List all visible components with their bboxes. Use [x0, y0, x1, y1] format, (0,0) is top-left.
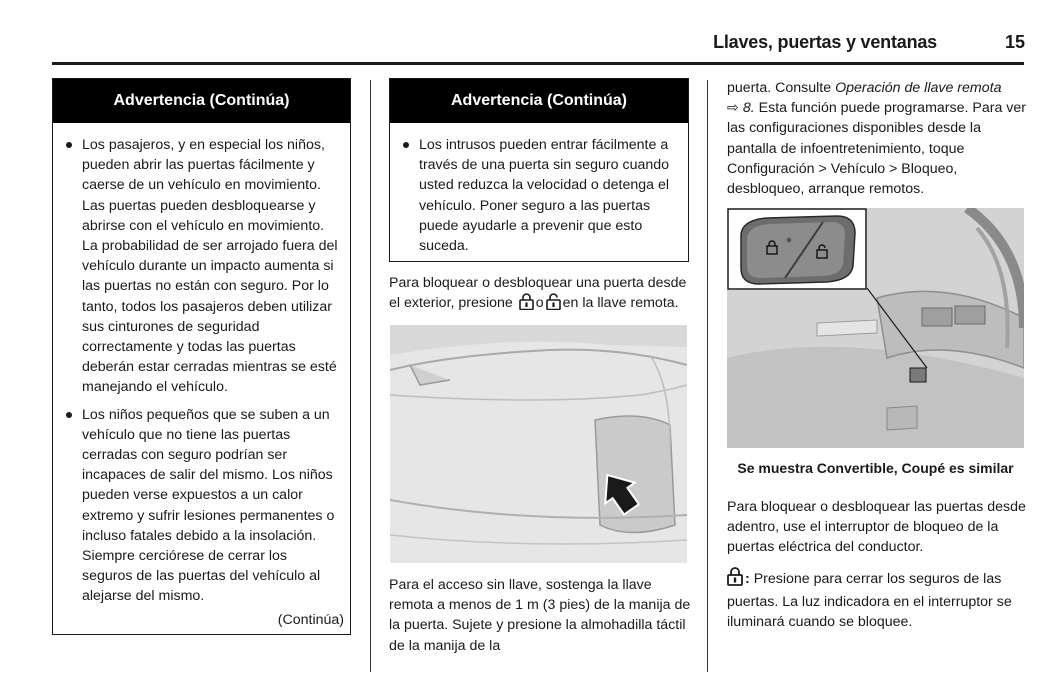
warning-bullet: Los pasajeros, y en especial los niños, pueden abrir las puertas fácilmente y caerse de un vehículo en movimiento. Las puertas pueden desbloquearse y abrirse con el vehículo en movimiento. La probabilidad de ser arrojado fuera del vehículo durante un impacto aumenta si las puertas no están con seguro. Por lo tanto, todos los pasajeros deben utilizar sus cinturones de seguridad correctamente y todas las puertas deberán estar cerradas mientras se esté manejando el vehículo.	[65, 135, 340, 398]
header-rule	[52, 62, 1024, 65]
figure-caption: Se muestra Convertible, Coupé es similar	[737, 460, 1014, 476]
bullet-dot	[66, 142, 72, 148]
page-ref-arrow-icon: ⇨	[727, 100, 739, 117]
cross-reference[interactable]: Operación de llave remota	[835, 80, 1002, 96]
lock-switch-description: : Presione para cerrar los seguros de las puertas. La luz indicadora en el interruptor se iluminará cuando se bloquee.	[727, 567, 1027, 633]
cross-reference-page[interactable]: 8.	[742, 100, 755, 117]
warning-list	[390, 123, 688, 256]
unlock-icon	[546, 293, 561, 316]
warning-box-left	[52, 78, 351, 635]
bullet-dot	[403, 142, 409, 148]
bullet-dot	[66, 412, 72, 418]
page-number: 15	[1004, 32, 1025, 52]
section-title: Llaves, puertas y ventanas	[713, 32, 937, 52]
lock-icon	[727, 567, 743, 592]
warning-bullet: Los intrusos pueden entrar fácilmente a través de una puerta sin seguro cuando usted reduzca la velocidad o detenga el vehículo. Poner seguro a las puertas puede ayudarle a prevenir que esto suceda.	[402, 135, 678, 256]
warning-box-middle	[389, 78, 689, 262]
warning-heading: Advertencia (Continúa)	[390, 79, 688, 123]
keyless-access-paragraph: Para el acceso sin llave, sostenga la llave remota a menos de 1 m (3 pies) de la manija de la puerta. Sujete y presione la almohadilla táctil de la manija de la	[389, 577, 691, 654]
remote-lock-paragraph: Para bloquear o desbloquear una puerta desde el exterior, presione o en la llave remota.	[389, 273, 694, 316]
door-switch-figure	[727, 208, 1024, 448]
warning-list	[53, 123, 350, 607]
interior-lock-paragraph: Para bloquear o desbloquear las puertas desde adentro, use el interruptor de bloqueo de la puertas eléctrica del conductor.	[727, 499, 1026, 556]
column-divider-left	[370, 80, 371, 672]
column-divider-right	[707, 80, 708, 672]
remote-programming-paragraph: puerta. Consulte Operación de llave remota ⇨ 8. Esta función puede programarse. Para ver las configuraciones disponibles desde la pantalla de infoentretenimiento, toque Configuración > Vehículo > Bloqueo, desbloqueo, arranque remotos.	[727, 80, 1026, 198]
warning-bullet: Los niños pequeños que se suben a un vehículo que no tiene las puertas cerradas con seguro podrían ser incapaces de salir del mismo. Los niños pueden verse expuestos a un calor extremo y sufrir lesiones permanentes o incluso fatales debido a la insolación. Siempre cerciórese de cerrar los seguros de las puertas del vehículo al alejarse del mismo.	[65, 405, 340, 607]
continues-label: (Continúa)	[277, 612, 344, 628]
lock-icon	[519, 293, 534, 316]
warning-heading: Advertencia (Continúa)	[53, 79, 350, 123]
door-handle-figure	[390, 325, 687, 563]
